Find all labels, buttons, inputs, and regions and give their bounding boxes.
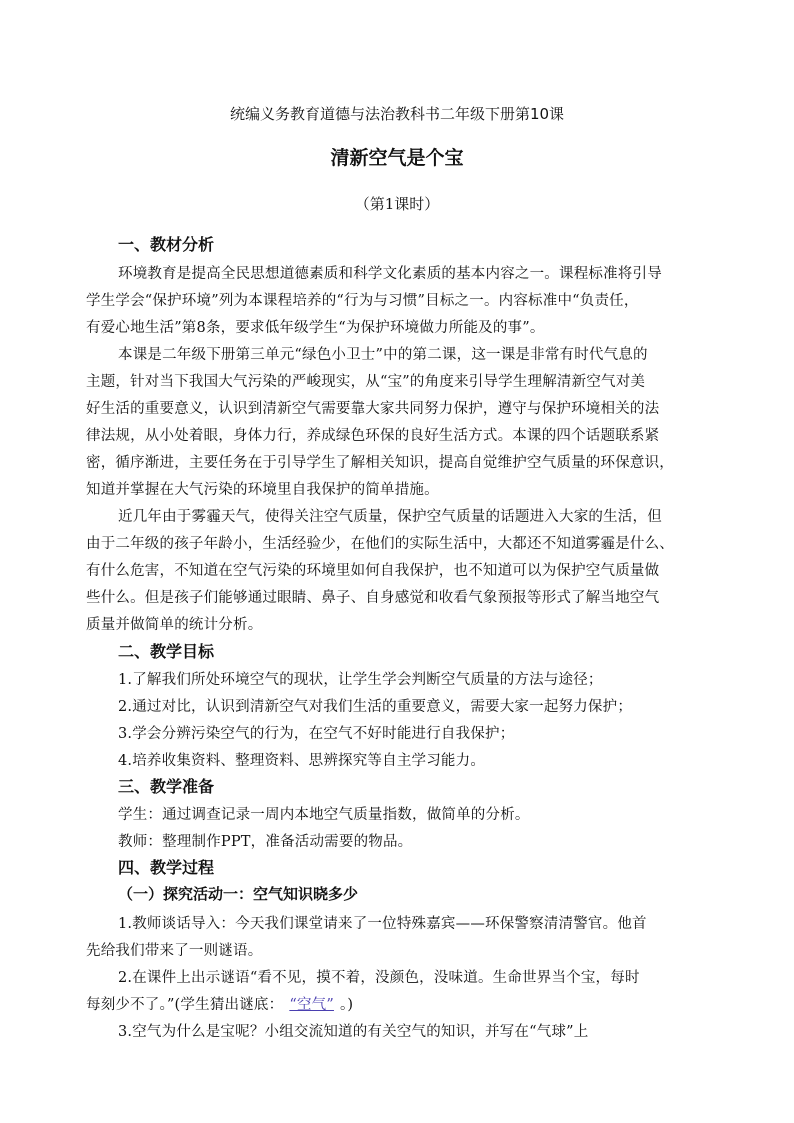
objective-item: 3.学会分辨污染空气的行为，在空气不好时能进行自我保护； bbox=[118, 726, 515, 742]
process-line: 1.教师谈话导入：今天我们课堂请来了一位特殊嘉宾——环保警察清清警官。他首 bbox=[118, 916, 647, 932]
preparation-item: 学生：通过调查记录一周内本地空气质量指数，做简单的分析。 bbox=[118, 807, 530, 823]
document-title: 清新空气是个宝 bbox=[330, 147, 464, 169]
document-subtitle: 统编义务教育道德与法治教科书二年级下册第10课 bbox=[229, 105, 565, 123]
paragraph-line: 密，循序渐进，主要任务在于引导学生了解相关知识，提高自觉维护空气质量的环保意识， bbox=[86, 455, 674, 471]
paragraph-line: 律法规，从小处着眼，身体力行，养成绿色环保的良好生活方式。本课的四个话题联系紧 bbox=[86, 428, 660, 444]
riddle-prompt: 每刻少不了。”(学生猜出谜底： bbox=[86, 997, 284, 1013]
paragraph-line: 有什么危害，不知道在空气污染的环境里如何自我保护，也不知道可以为保护空气质量做 bbox=[86, 563, 660, 579]
paragraph-line: 质量并做简单的统计分析。 bbox=[86, 617, 263, 633]
lesson-period: （第1课时） bbox=[354, 195, 440, 213]
paragraph-line: 有爱心地生活”第8条，要求低年级学生“为保护环境做力所能及的事”。 bbox=[86, 320, 545, 336]
paragraph-line: 学生学会“保护环境”列为本课程培养的“行为与习惯”目标之一。内容标准中“负责任， bbox=[86, 293, 639, 309]
paragraph-line: 知道并掌握在大气污染的环境里自我保护的简单措施。 bbox=[86, 482, 439, 498]
paragraph-line: 近几年由于雾霾天气，使得关注空气质量，保护空气质量的话题进入大家的生活，但 bbox=[118, 509, 662, 525]
paragraph-line: 好生活的重要意义，认识到清新空气需要靠大家共同努力保护，遵守与保护环境相关的法 bbox=[86, 401, 660, 417]
riddle-end: 。) bbox=[339, 997, 354, 1013]
preparation-item: 教师：整理制作PPT，准备活动需要的物品。 bbox=[118, 834, 413, 850]
section-heading-analysis: 一、教材分析 bbox=[118, 235, 215, 254]
process-line: 先给我们带来了一则谜语。 bbox=[86, 943, 263, 959]
riddle-answer-line bbox=[86, 993, 686, 1014]
section-heading-objectives: 二、教学目标 bbox=[118, 642, 215, 661]
paragraph-line: 本课是二年级下册第三单元“绿色小卫士”中的第二课，这一课是非常有时代气息的 bbox=[118, 347, 648, 363]
objective-item: 4.培养收集资料、整理资料、思辨探究等自主学习能力。 bbox=[118, 753, 486, 769]
paragraph-line: 由于二年级的孩子年龄小，生活经验少，在他们的实际生活中，大都还不知道雾霾是什么、 bbox=[86, 536, 674, 552]
process-line: 3.空气为什么是宝呢？小组交流知道的有关空气的知识，并写在“气球”上 bbox=[118, 1024, 589, 1040]
objective-item: 2.通过对比，认识到清新空气对我们生活的重要意义，需要大家一起努力保护； bbox=[118, 699, 633, 715]
activity-heading: （一）探究活动一：空气知识晓多少 bbox=[118, 885, 359, 903]
objective-item: 1.了解我们所处环境空气的现状，让学生学会判断空气质量的方法与途径； bbox=[118, 672, 603, 688]
section-heading-preparation: 三、教学准备 bbox=[118, 777, 215, 796]
process-line: 2.在课件上出示谜语“看不见，摸不着，没颜色，没味道。生命世界当个宝，每时 bbox=[118, 970, 640, 986]
riddle-answer: “空气” bbox=[289, 997, 334, 1013]
section-heading-process: 四、教学过程 bbox=[118, 858, 215, 877]
paragraph-line: 环境教育是提高全民思想道德素质和科学文化素质的基本内容之一。课程标准将引导 bbox=[118, 266, 662, 282]
paragraph-line: 些什么。但是孩子们能够通过眼睛、鼻子、自身感觉和收看气象预报等形式了解当地空气 bbox=[86, 590, 660, 606]
paragraph-line: 主题，针对当下我国大气污染的严峻现实，从“宝”的角度来引导学生理解清新空气对美 bbox=[86, 374, 646, 390]
